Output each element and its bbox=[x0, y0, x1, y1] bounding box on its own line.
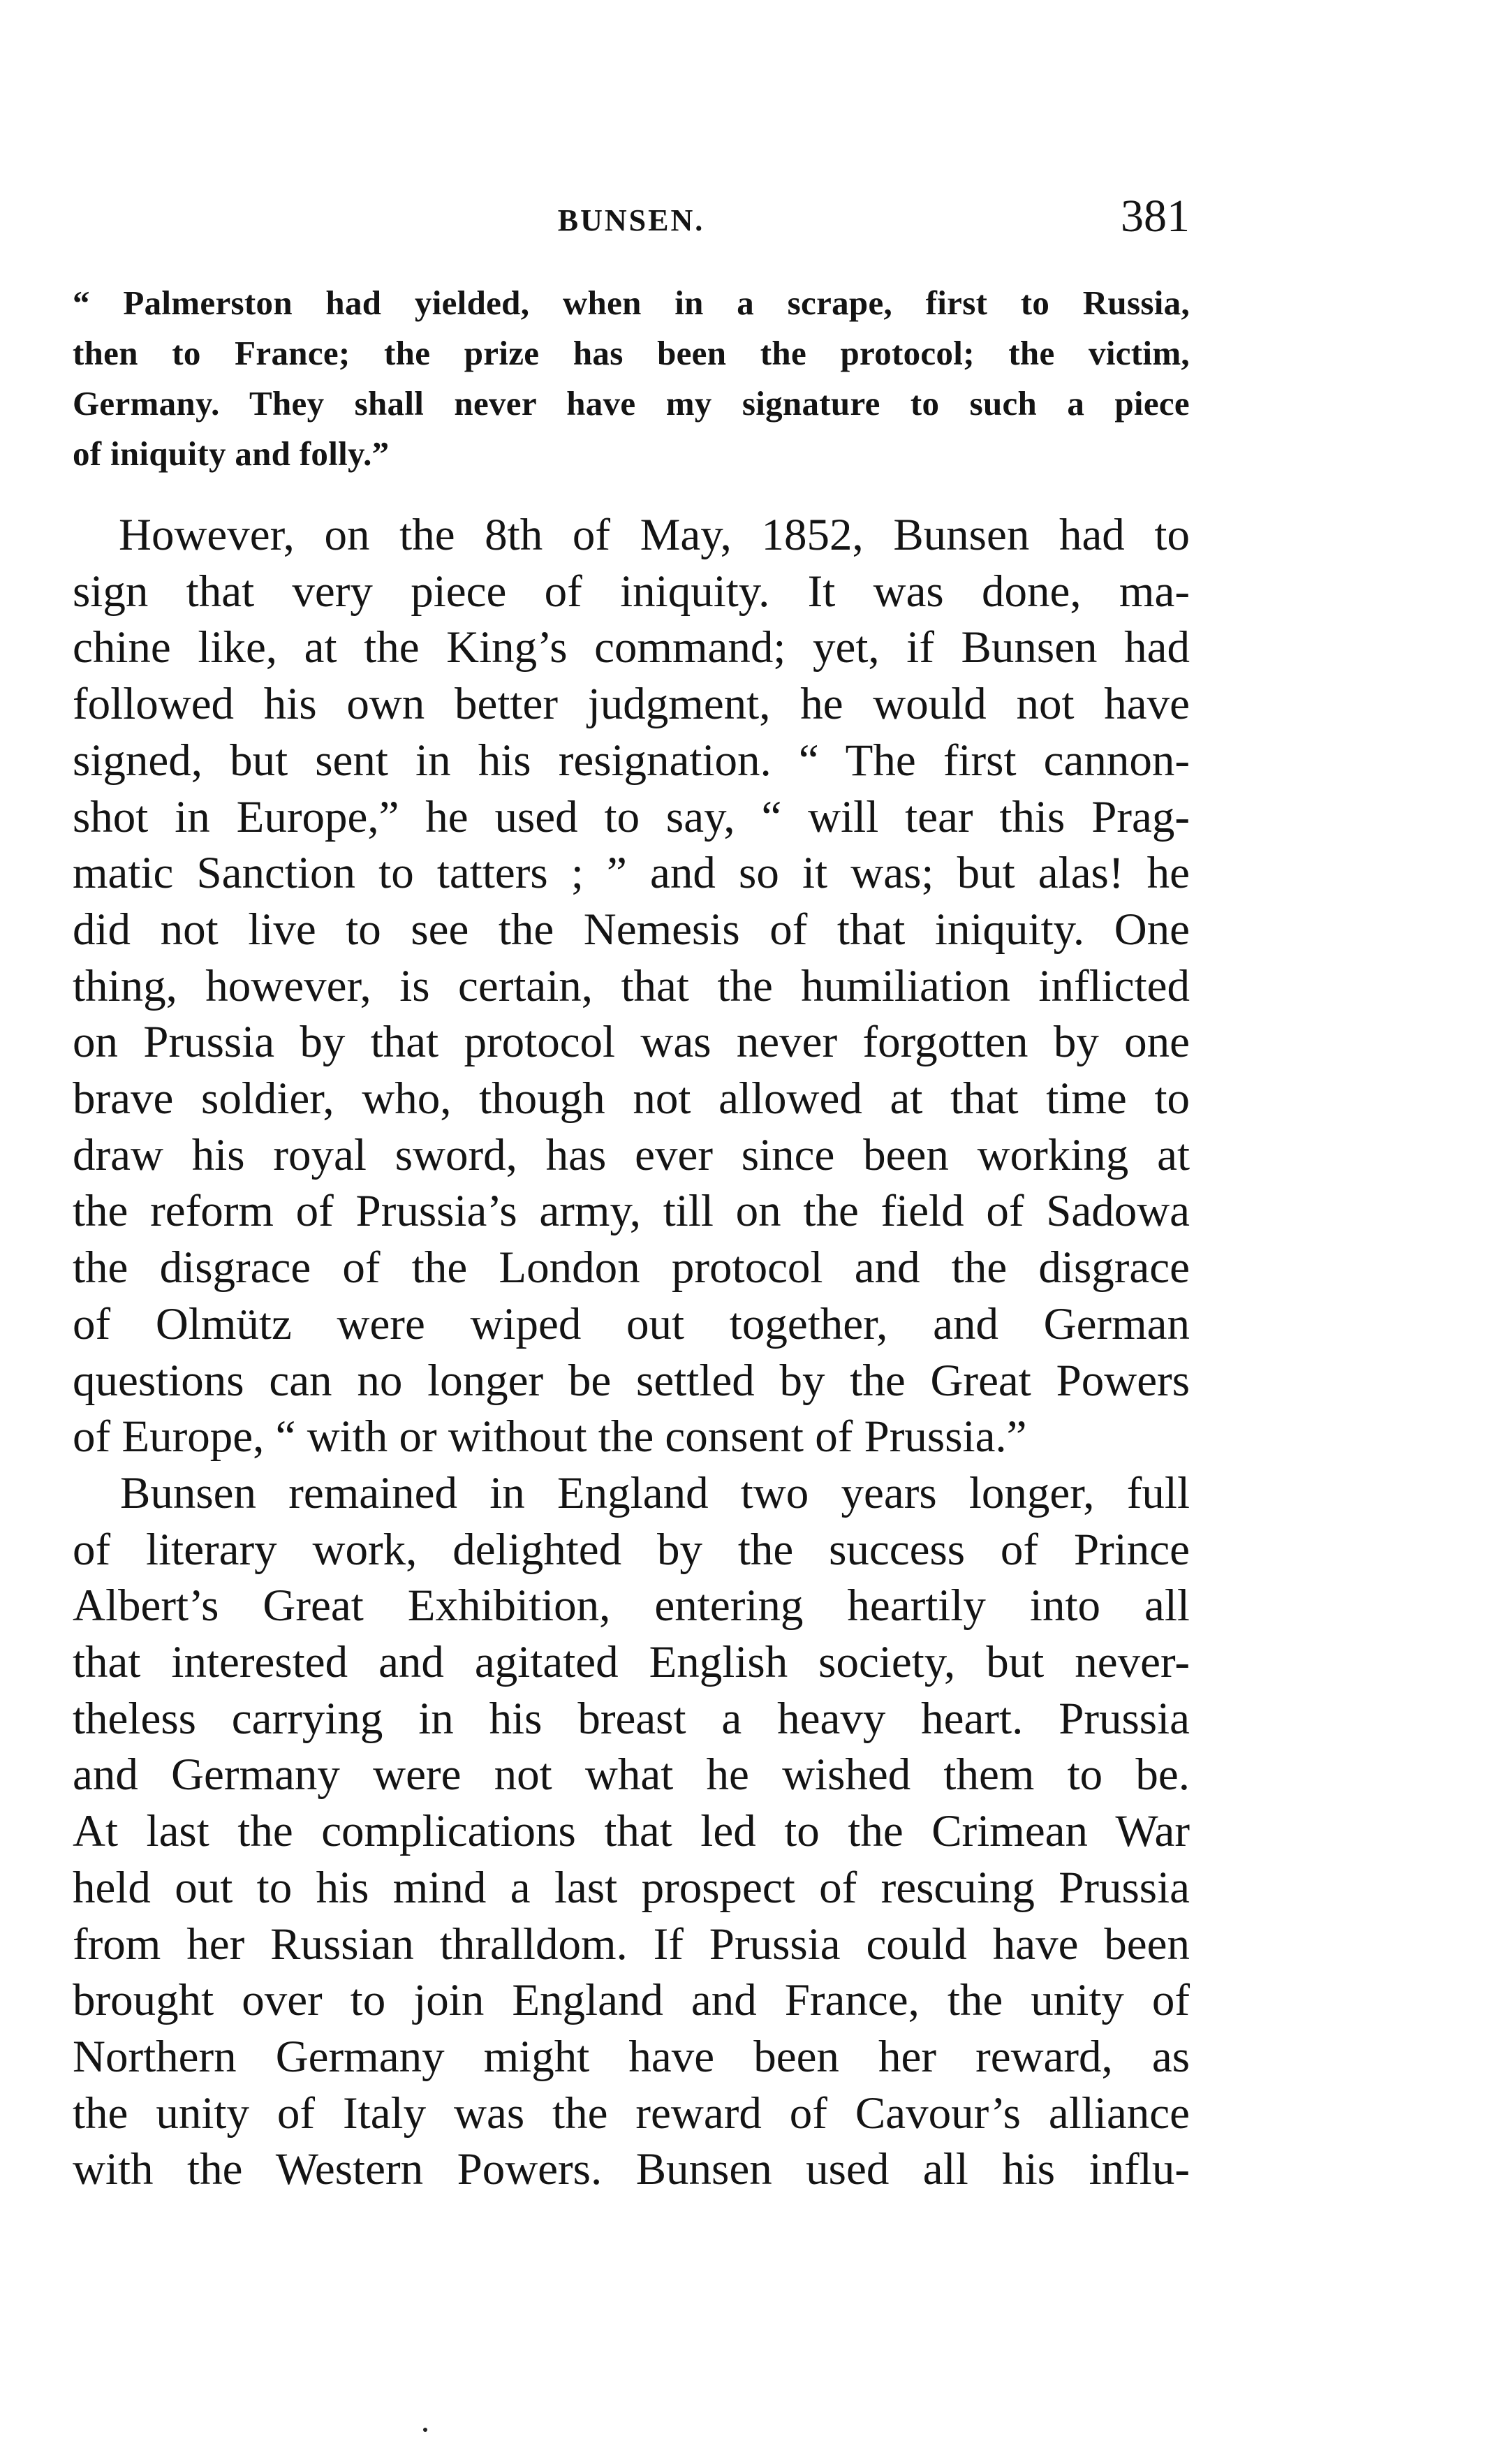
paragraph-line: the disgrace of the London protocol and the disgrace bbox=[73, 1242, 1190, 1293]
quote-line: Germany. They shall never have my signature to such a piece bbox=[73, 384, 1190, 423]
running-title: BUNSEN. bbox=[557, 203, 705, 237]
ink-speck bbox=[423, 2428, 427, 2432]
body-text bbox=[73, 507, 1190, 2198]
paragraph-1 bbox=[73, 507, 1190, 1465]
paragraph-line: Bunsen remained in England two years longer, full bbox=[120, 1467, 1190, 1518]
paragraph-line: Albert’s Great Exhibition, entering heartily into all bbox=[73, 1581, 1190, 1631]
quote-line: then to France; the prize has been the protocol; the victim, bbox=[73, 334, 1190, 372]
paragraph-line: signed, but sent in his resignation. “ The first cannon- bbox=[73, 735, 1190, 786]
page-number: 381 bbox=[1121, 191, 1190, 242]
paragraph-line: matic Sanction to tatters ; ” and so it was; but alas! he bbox=[73, 848, 1190, 899]
block-quote bbox=[73, 278, 1190, 479]
paragraph-line: Northern Germany might have been her reward, as bbox=[73, 2031, 1190, 2082]
paragraph-line: followed his own better judgment, he would not have bbox=[73, 679, 1190, 730]
paragraph-line: questions can no longer be settled by the Great Powers bbox=[73, 1355, 1190, 1406]
paragraph-line: the reform of Prussia’s army, till on the field of Sadowa bbox=[73, 1186, 1190, 1237]
paragraph-line: and Germany were not what he wished them to be. bbox=[73, 1750, 1190, 1801]
paragraph-line: sign that very piece of iniquity. It was done, ma- bbox=[73, 566, 1190, 617]
running-header bbox=[73, 190, 1190, 253]
paragraph-line: shot in Europe,” he used to say, “ will tear this Prag- bbox=[73, 791, 1190, 842]
paragraph-2 bbox=[73, 1465, 1190, 2198]
paragraph-line: did not live to see the Nemesis of that iniquity. One bbox=[73, 904, 1190, 955]
paragraph-line: However, on the 8th of May, 1852, Bunsen had to bbox=[119, 510, 1190, 560]
paragraph-line: held out to his mind a last prospect of rescuing Prussia bbox=[73, 1862, 1190, 1913]
paragraph-line: theless carrying in his breast a heavy heart. Prussia bbox=[73, 1693, 1190, 1744]
paragraph-line: draw his royal sword, has ever since been working at bbox=[73, 1129, 1190, 1180]
paragraph-line: of Europe, “ with or without the consent of Prussia.” bbox=[73, 1411, 1027, 1462]
paragraph-line: of Olmütz were wiped out together, and German bbox=[73, 1298, 1190, 1349]
paragraph-line: on Prussia by that protocol was never forgotten by one bbox=[73, 1017, 1190, 1068]
paragraph-line: that interested and agitated English society, but never- bbox=[73, 1637, 1190, 1688]
paragraph-line: chine like, at the King’s command; yet, if Bunsen had bbox=[73, 622, 1190, 673]
paragraph-line: the unity of Italy was the reward of Cavour’s alliance bbox=[73, 2088, 1190, 2139]
quote-line: of iniquity and folly.” bbox=[73, 434, 390, 473]
paragraph-line: thing, however, is certain, that the humiliation inflicted bbox=[73, 960, 1190, 1011]
paragraph-line: brought over to join England and France, the unity of bbox=[73, 1975, 1190, 2026]
paragraph-line: of literary work, delighted by the success of Prince bbox=[73, 1524, 1190, 1575]
paragraph-line: with the Western Powers. Bunsen used all his influ- bbox=[73, 2144, 1190, 2195]
paragraph-line: At last the complications that led to the Crimean War bbox=[73, 1806, 1190, 1857]
paragraph-line: brave soldier, who, though not allowed at that time to bbox=[73, 1073, 1190, 1124]
quote-line: “ Palmerston had yielded, when in a scrape, first to Russia, bbox=[73, 284, 1190, 322]
paragraph-line: from her Russian thralldom. If Prussia could have been bbox=[73, 1919, 1190, 1970]
